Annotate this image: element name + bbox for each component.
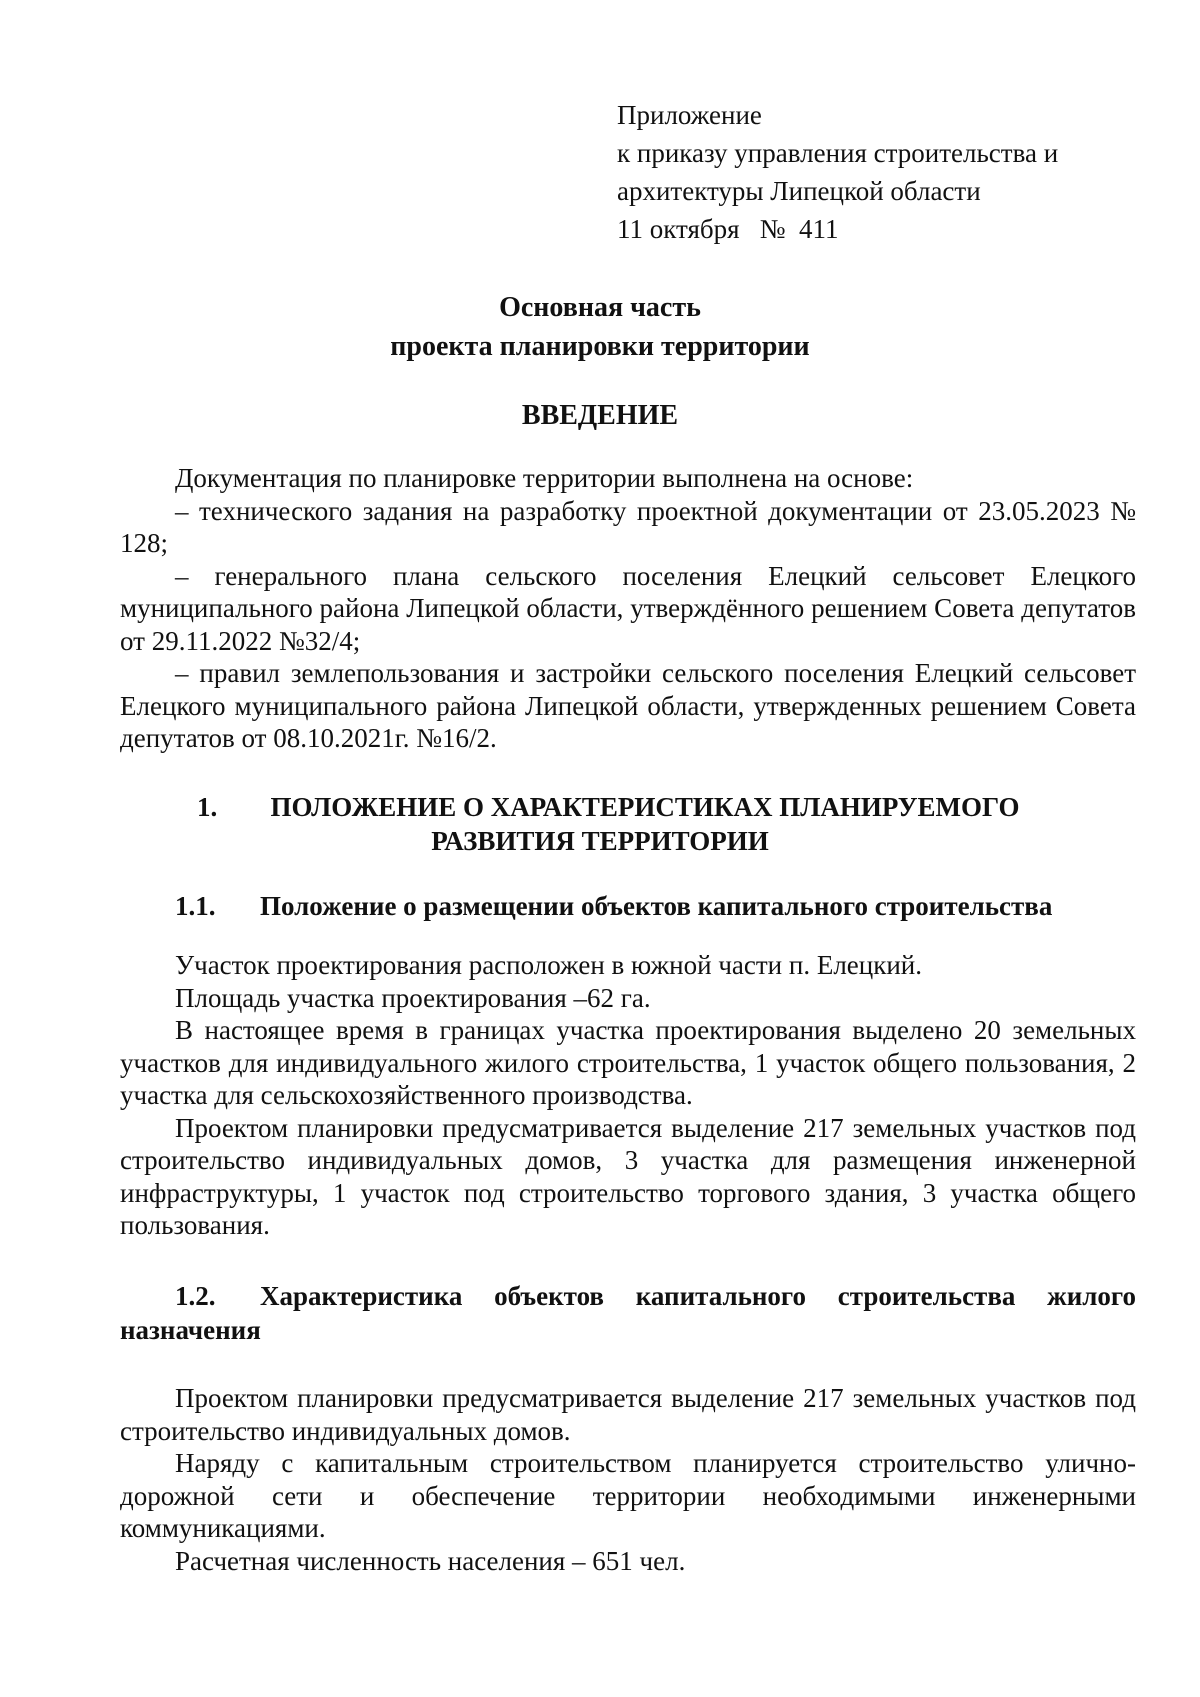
paragraph: В настоящее время в границах участка проектирования выделено 20 земельных участков для индивидуального жилого строительства, 1 участок общего пользования, 2 участка для сельскохозяйственного производства. [120,1015,1136,1110]
title-line: Основная часть [499,292,701,323]
section-title-line: РАЗВИТИЯ ТЕРРИТОРИИ [431,826,769,856]
section-1-1-text [120,949,1136,1242]
paragraph: Проектом планировки предусматривается выделение 217 земельных участков под строительство индивидуальных домов. [120,1383,1136,1446]
section-number: 1.1. [175,891,216,921]
section-1-1-heading [175,889,1052,923]
paragraph: – технического задания на разработку проектной документации от 23.05.2023 № 128; [120,495,1136,558]
paragraph: Документация по планировке территории выполнена на основе: [175,463,914,493]
appendix-line: архитектуры Липецкой области [617,176,981,206]
appendix-line: к приказу управления строительства и [617,138,1059,168]
paragraph: Площадь участка проектирования –62 га. [175,982,651,1013]
paragraph: Расчетная численность населения – 651 чел. [175,1545,686,1576]
paragraph: Проектом планировки предусматривается выделение 217 земельных участков под строительство индивидуальных домов, 3 участка для размещения инженерной инфраструктуры, 1 участок под строительство торгового здания, 3 участка общего пользования. [120,1112,1136,1240]
paragraph: – генерального плана сельского поселения Елецкий сельсовет Елецкого муниципального района Липецкой области, утверждённого решением Совета депутатов от 29.11.2022 №32/4; [120,560,1136,656]
appendix-block [617,96,1157,248]
appendix-date-number: 11 октября № 411 [617,214,839,244]
paragraph: – правил землепользования и застройки сельского поселения Елецкий сельсовет Елецкого муниципального района Липецкой области, утвержденных решением Совета депутатов от 08.10.2021г. №16/2. [120,658,1136,753]
paragraph: Наряду с капитальным строительством планируется строительство улично-дорожной сети и обеспечение территории необходимыми инженерными коммуникациями. [120,1448,1136,1543]
section-title: Положение о размещении объектов капитального строительства [260,891,1053,921]
section-1-2-text [120,1382,1136,1577]
appendix-line: Приложение [617,100,762,130]
section-1-2-heading [120,1279,1136,1347]
section-title-line: ПОЛОЖЕНИЕ О ХАРАКТЕРИСТИКАХ ПЛАНИРУЕМОГО [270,792,1020,822]
section-title: Характеристика объектов капитального строительства жилого назначения [120,1281,1136,1345]
document-title [120,288,1080,366]
section-number: 1. [197,792,218,822]
intro-heading: ВВЕДЕНИЕ [521,400,679,431]
paragraph: Участок проектирования расположен в южной части п. Елецкий. [175,950,922,980]
title-line: проекта планировки территории [390,331,810,362]
section-1-heading [120,790,1080,858]
intro-text [120,462,1136,755]
section-number: 1.2. [175,1281,216,1311]
